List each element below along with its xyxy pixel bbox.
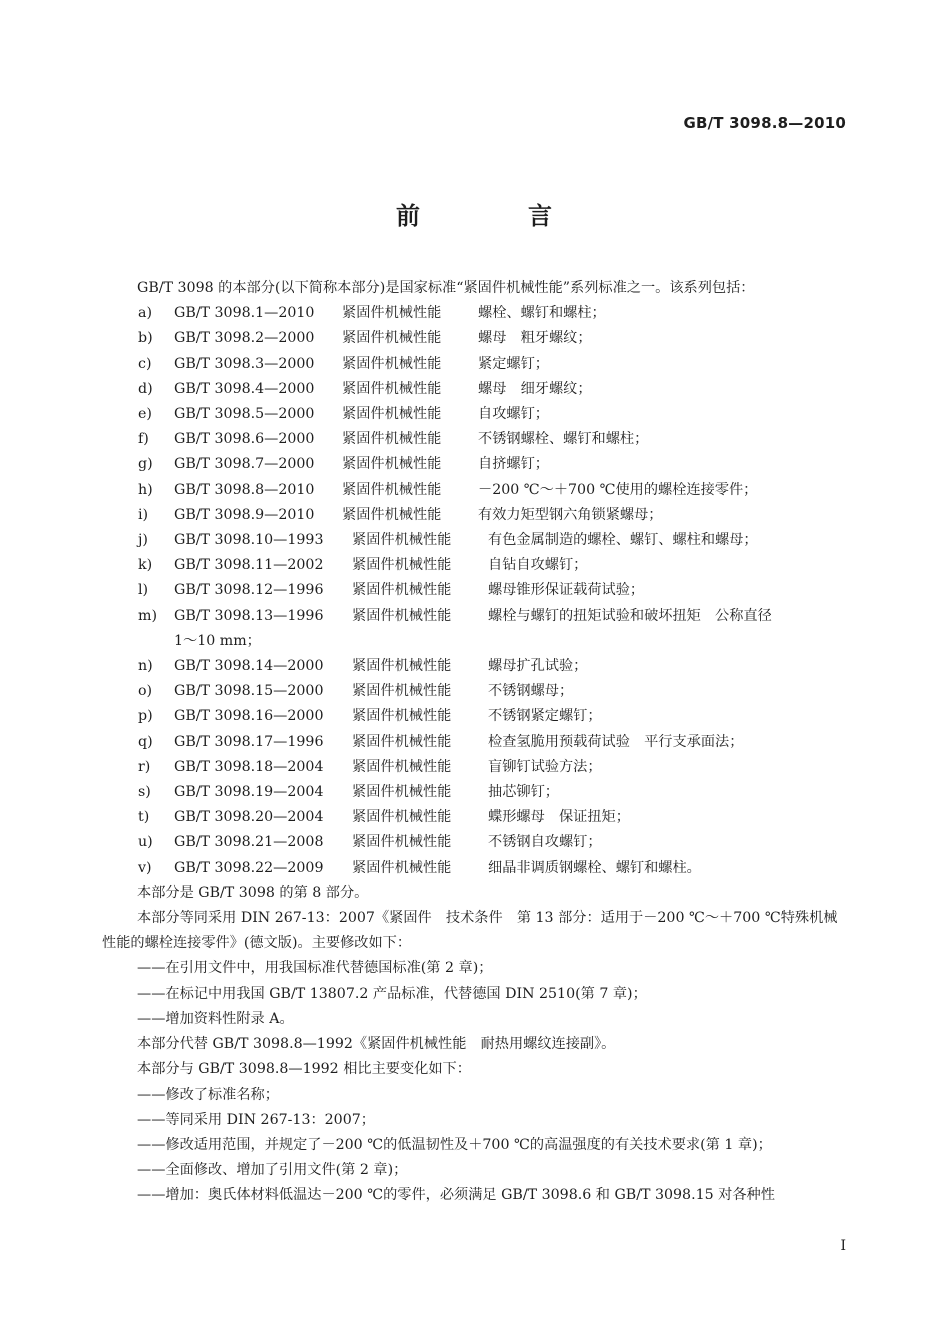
standard-number: GB/T 3098.8—2010 [683, 114, 846, 132]
list-item [102, 478, 848, 503]
item-desc: 抽芯铆钉； [488, 784, 559, 801]
list-item [102, 805, 848, 830]
item-code: GB/T 3098.15—2000 [174, 683, 324, 700]
item-label: n) [138, 658, 153, 675]
item-label: p) [138, 708, 153, 725]
item-name: 紧固件机械性能 [352, 834, 452, 851]
item-desc: 螺栓与螺钉的扭矩试验和破坏扭矩 公称直径 [488, 607, 772, 624]
item-label: e) [138, 406, 152, 423]
list-item [102, 326, 848, 351]
item-desc-continued: 1～10 mm； [174, 632, 261, 649]
item-desc: 自钻自攻螺钉； [488, 557, 588, 574]
item-label: c) [138, 355, 152, 372]
item-name: 紧固件机械性能 [342, 456, 442, 473]
item-code: GB/T 3098.13—1996 [174, 607, 324, 624]
item-name: 紧固件机械性能 [342, 406, 442, 423]
item-code: GB/T 3098.6—2000 [174, 431, 315, 448]
item-label: f) [138, 431, 149, 448]
change-item: ——修改适用范围，并规定了－200 ℃的低温韧性及＋700 ℃的高温强度的有关技术要求(第 1 章)； [137, 1136, 772, 1153]
item-label: s) [138, 784, 151, 801]
part-of-paragraph: 本部分是 GB/T 3098 的第 8 部分。 [137, 884, 369, 901]
item-desc: 自挤螺钉； [478, 456, 549, 473]
item-desc: 不锈钢螺栓、螺钉和螺柱； [478, 431, 649, 448]
item-name: 紧固件机械性能 [352, 758, 452, 775]
item-code: GB/T 3098.9—2010 [174, 506, 315, 523]
list-item [102, 452, 848, 477]
item-label: k) [138, 557, 153, 574]
item-code: GB/T 3098.21—2008 [174, 834, 324, 851]
item-name: 紧固件机械性能 [352, 582, 452, 599]
list-item [102, 830, 848, 855]
item-label: b) [138, 330, 153, 347]
list-item [102, 704, 848, 729]
change-item: ——增加：奥氏体材料低温达－200 ℃的零件，必须满足 GB/T 3098.6 和 GB/T 3098.15 对各种性 [137, 1187, 775, 1204]
item-code: GB/T 3098.7—2000 [174, 456, 315, 473]
list-item [102, 352, 848, 377]
item-desc: 细晶非调质钢螺栓、螺钉和螺柱。 [488, 859, 701, 876]
item-name: 紧固件机械性能 [352, 658, 452, 675]
adopt-paragraph: 本部分等同采用 DIN 267-13：2007《紧固件 技术条件 第 13 部分：适用于－200 ℃～＋700 ℃特殊机械性能的螺栓连接零件》(德文版)。主要修改如下： [102, 910, 838, 952]
item-desc: 自攻螺钉； [478, 406, 549, 423]
list-item [102, 301, 848, 326]
item-code: GB/T 3098.4—2000 [174, 380, 315, 397]
foreword-body [102, 276, 848, 1209]
change-item: ——等同采用 DIN 267-13：2007； [137, 1111, 375, 1128]
item-desc: 蝶形螺母 保证扭矩； [488, 809, 630, 826]
item-label: v) [138, 859, 152, 876]
list-item [102, 553, 848, 578]
page-title: 前 言 [396, 202, 594, 230]
item-label: o) [138, 683, 153, 700]
item-code: GB/T 3098.11—2002 [174, 557, 324, 574]
item-label: l) [138, 582, 149, 599]
item-code: GB/T 3098.10—1993 [174, 532, 324, 549]
item-desc: 盲铆钉试验方法； [488, 758, 602, 775]
item-desc: 检查氢脆用预载荷试验 平行支承面法； [488, 733, 744, 750]
item-desc: 紧定螺钉； [478, 355, 549, 372]
item-label: m) [138, 607, 157, 624]
intro-paragraph: GB/T 3098 的本部分(以下简称本部分)是国家标准“紧固件机械性能”系列标准之一。该系列包括： [137, 280, 755, 296]
item-name: 紧固件机械性能 [352, 784, 452, 801]
list-item [102, 654, 848, 679]
item-code: GB/T 3098.22—2009 [174, 859, 324, 876]
list-item [102, 730, 848, 755]
item-code: GB/T 3098.19—2004 [174, 784, 324, 801]
list-item [102, 377, 848, 402]
item-label: a) [138, 305, 152, 322]
adopt-item: ——在标记中用我国 GB/T 13807.2 产品标准，代替德国 DIN 2510(第 7 章)； [137, 985, 647, 1002]
item-name: 紧固件机械性能 [352, 683, 452, 700]
list-item [102, 578, 848, 603]
adopt-item: ——在引用文件中，用我国标准代替德国标准(第 2 章)； [137, 960, 493, 977]
item-name: 紧固件机械性能 [342, 355, 442, 372]
changes-intro: 本部分与 GB/T 3098.8—1992 相比主要变化如下： [137, 1061, 471, 1078]
item-code: GB/T 3098.18—2004 [174, 758, 324, 775]
item-desc: 螺母锥形保证载荷试验； [488, 582, 645, 599]
item-code: GB/T 3098.3—2000 [174, 355, 315, 372]
item-desc: 螺栓、螺钉和螺柱； [478, 305, 606, 322]
item-desc: 有效力矩型钢六角锁紧螺母； [478, 506, 663, 523]
item-desc: 有色金属制造的螺栓、螺钉、螺柱和螺母； [488, 532, 758, 549]
item-code: GB/T 3098.8—2010 [174, 481, 315, 498]
list-item [102, 427, 848, 452]
change-item: ——全面修改、增加了引用文件(第 2 章)； [137, 1162, 408, 1179]
list-item [102, 503, 848, 528]
item-name: 紧固件机械性能 [352, 708, 452, 725]
item-label: d) [138, 380, 153, 397]
item-name: 紧固件机械性能 [342, 305, 442, 322]
item-name: 紧固件机械性能 [352, 809, 452, 826]
item-desc: －200 ℃～＋700 ℃使用的螺栓连接零件； [478, 481, 758, 498]
item-name: 紧固件机械性能 [342, 481, 442, 498]
item-label: t) [138, 809, 150, 826]
item-label: i) [138, 506, 149, 523]
item-desc: 螺母 细牙螺纹； [478, 380, 592, 397]
item-name: 紧固件机械性能 [352, 607, 452, 624]
list-item [102, 604, 848, 654]
item-name: 紧固件机械性能 [352, 532, 452, 549]
list-item [102, 528, 848, 553]
item-code: GB/T 3098.17—1996 [174, 733, 324, 750]
list-item [102, 402, 848, 427]
item-desc: 不锈钢自攻螺钉； [488, 834, 602, 851]
list-item [102, 679, 848, 704]
item-label: u) [138, 834, 153, 851]
list-item [102, 856, 848, 881]
item-label: q) [138, 733, 153, 750]
item-name: 紧固件机械性能 [352, 733, 452, 750]
item-name: 紧固件机械性能 [342, 431, 442, 448]
item-desc: 螺母扩孔试验； [488, 658, 588, 675]
item-desc: 不锈钢紧定螺钉； [488, 708, 602, 725]
item-code: GB/T 3098.5—2000 [174, 406, 315, 423]
replaces-paragraph: 本部分代替 GB/T 3098.8—1992《紧固件机械性能 耐热用螺纹连接副》。 [137, 1036, 616, 1053]
item-name: 紧固件机械性能 [342, 380, 442, 397]
item-code: GB/T 3098.14—2000 [174, 658, 324, 675]
change-item: ——修改了标准名称； [137, 1086, 279, 1103]
item-name: 紧固件机械性能 [352, 859, 452, 876]
item-code: GB/T 3098.2—2000 [174, 330, 315, 347]
item-label: j) [138, 532, 148, 549]
item-code: GB/T 3098.16—2000 [174, 708, 324, 725]
page-number: I [840, 1238, 846, 1254]
item-code: GB/T 3098.1—2010 [174, 305, 315, 322]
item-label: g) [138, 456, 153, 473]
item-desc: 不锈钢螺母； [488, 683, 574, 700]
item-label: r) [138, 758, 151, 775]
list-item [102, 755, 848, 780]
adopt-item: ——增加资料性附录 A。 [137, 1010, 294, 1027]
item-desc: 螺母 粗牙螺纹； [478, 330, 592, 347]
item-code: GB/T 3098.12—1996 [174, 582, 324, 599]
item-code: GB/T 3098.20—2004 [174, 809, 324, 826]
item-name: 紧固件机械性能 [342, 506, 442, 523]
item-label: h) [138, 481, 153, 498]
item-name: 紧固件机械性能 [342, 330, 442, 347]
item-name: 紧固件机械性能 [352, 557, 452, 574]
list-item [102, 780, 848, 805]
